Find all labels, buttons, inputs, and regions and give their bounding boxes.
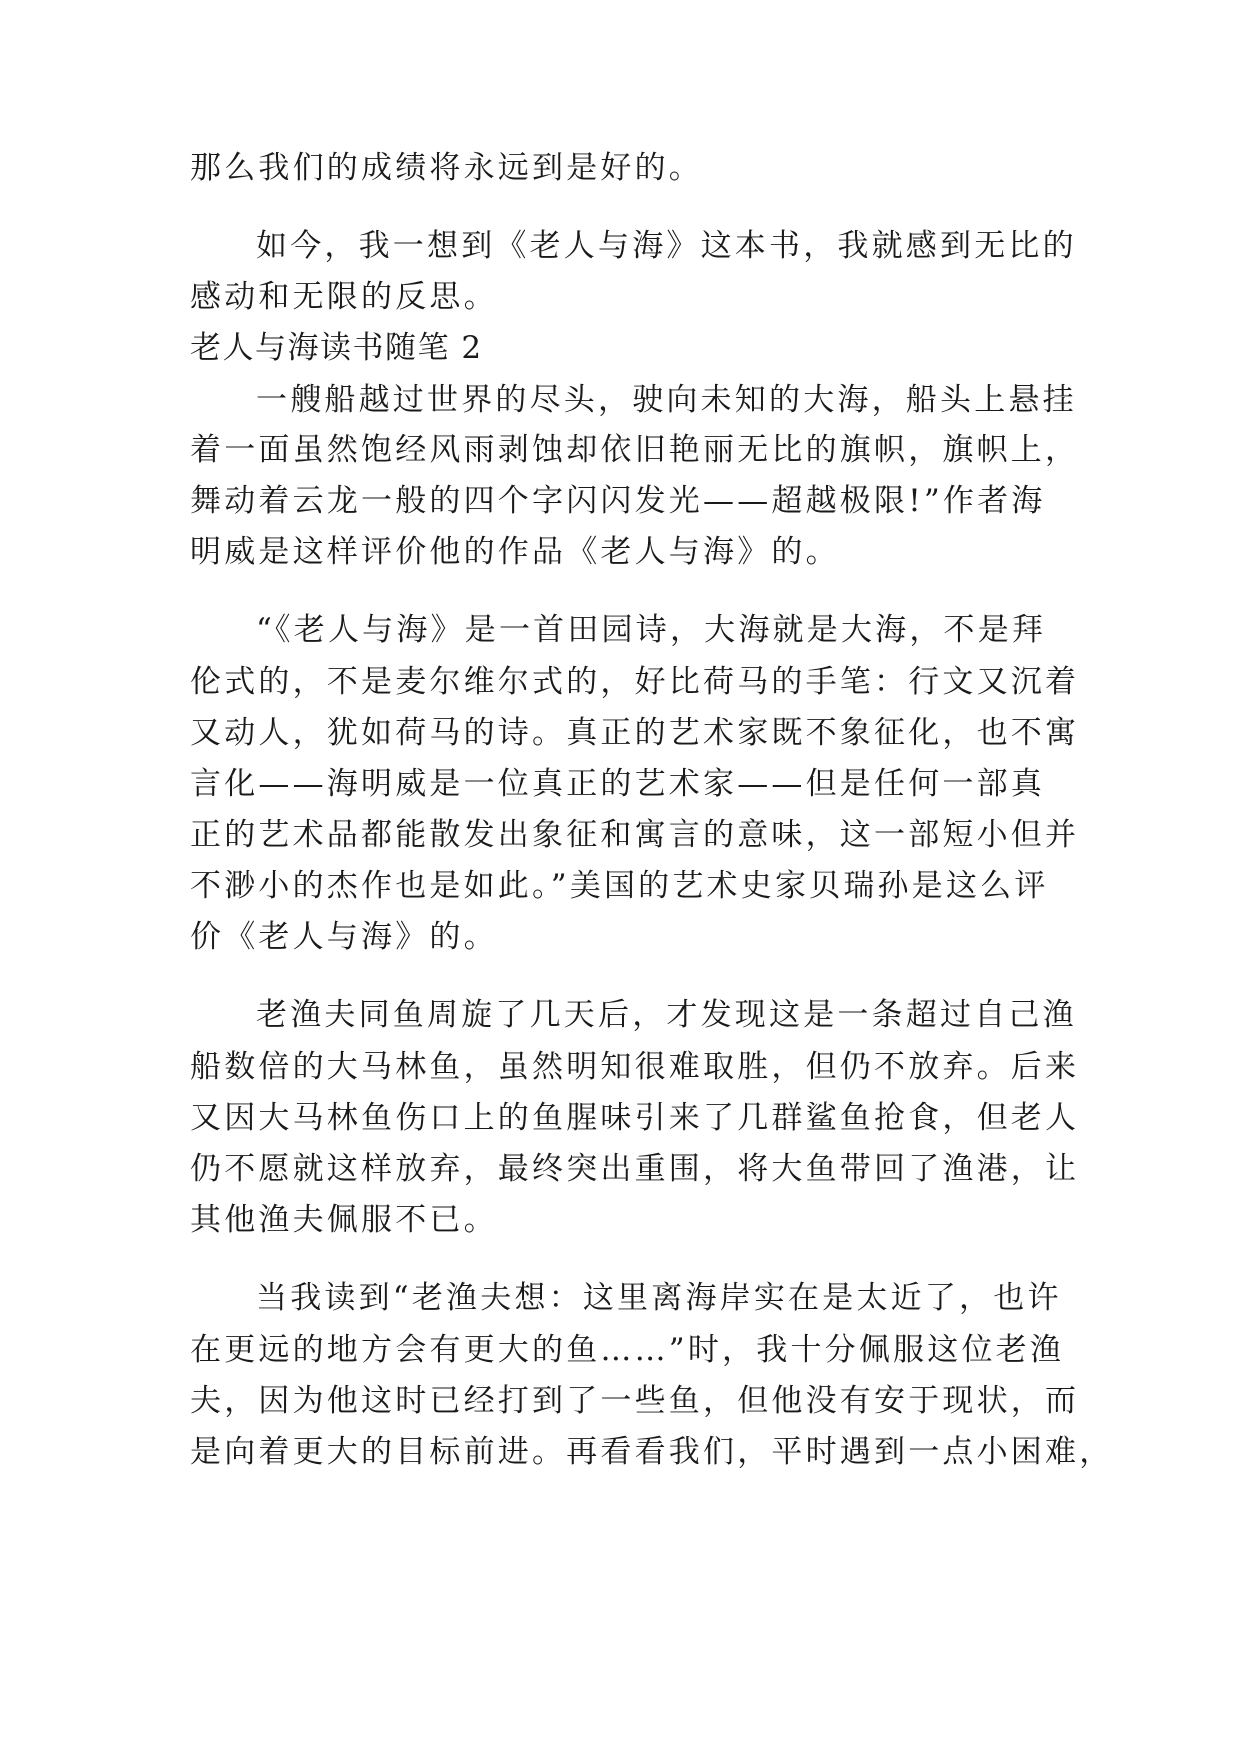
paragraph-first-line: 老渔夫同鱼周旋了几天后，才发现这是一条超过自己渔 [256, 997, 1077, 1033]
paragraph-first-line: 当我读到“老渔夫想：这里离海岸实在是太近了，也许 [256, 1280, 1062, 1316]
text-line: 明威是这样评价他的作品《老人与海》的。 [190, 534, 840, 570]
text-line: 又动人，犹如荷马的诗。真正的艺术家既不象征化，也不寓 [190, 715, 1080, 751]
text-line: 正的艺术品都能散发出象征和寓言的意味，这一部短小但并 [190, 817, 1080, 853]
text-line: 其他渔夫佩服不已。 [190, 1202, 498, 1238]
text-line: 夫，因为他这时已经打到了一些鱼，但他没有安于现状，而 [190, 1383, 1080, 1419]
text-line: 船数倍的大马林鱼，虽然明知很难取胜，但仍不放弃。后来 [190, 1049, 1080, 1085]
text-line: 感动和无限的反思。 [190, 279, 498, 315]
text-line: 伦式的，不是麦尔维尔式的，好比荷马的手笔：行文又沉着 [190, 664, 1080, 700]
text-line: 在更远的地方会有更大的鱼……”时，我十分佩服这位老渔 [190, 1332, 1065, 1368]
text-line: 价《老人与海》的。 [190, 919, 498, 955]
text-line: 又因大马林鱼伤口上的鱼腥味引来了几群鲨鱼抢食，但老人 [190, 1100, 1080, 1136]
text-line: 舞动着云龙一般的四个字闪闪发光——超越极限!”作者海 [190, 483, 1046, 519]
section-heading: 老人与海读书随笔 2 [190, 330, 483, 366]
text-line: 着一面虽然饱经风雨剥蚀却依旧艳丽无比的旗帜，旗帜上， [190, 432, 1080, 468]
text-line: 仍不愿就这样放弃，最终突出重围，将大鱼带回了渔港，让 [190, 1151, 1080, 1187]
paragraph-first-line: “《老人与海》是一首田园诗，大海就是大海，不是拜 [256, 612, 1047, 648]
text-line: 是向着更大的目标前进。再看看我们，平时遇到一点小困难， [190, 1434, 1114, 1470]
text-line: 那么我们的成绩将永远到是好的。 [190, 150, 703, 186]
text-line: 不渺小的杰作也是如此。”美国的艺术史家贝瑞孙是这么评 [190, 868, 1049, 904]
text-line: 言化——海明威是一位真正的艺术家——但是任何一部真 [190, 766, 1045, 802]
paragraph-first-line: 如今，我一想到《老人与海》这本书，我就感到无比的 [256, 228, 1077, 264]
paragraph-first-line: 一艘船越过世界的尽头，驶向未知的大海，船头上悬挂 [256, 382, 1077, 418]
